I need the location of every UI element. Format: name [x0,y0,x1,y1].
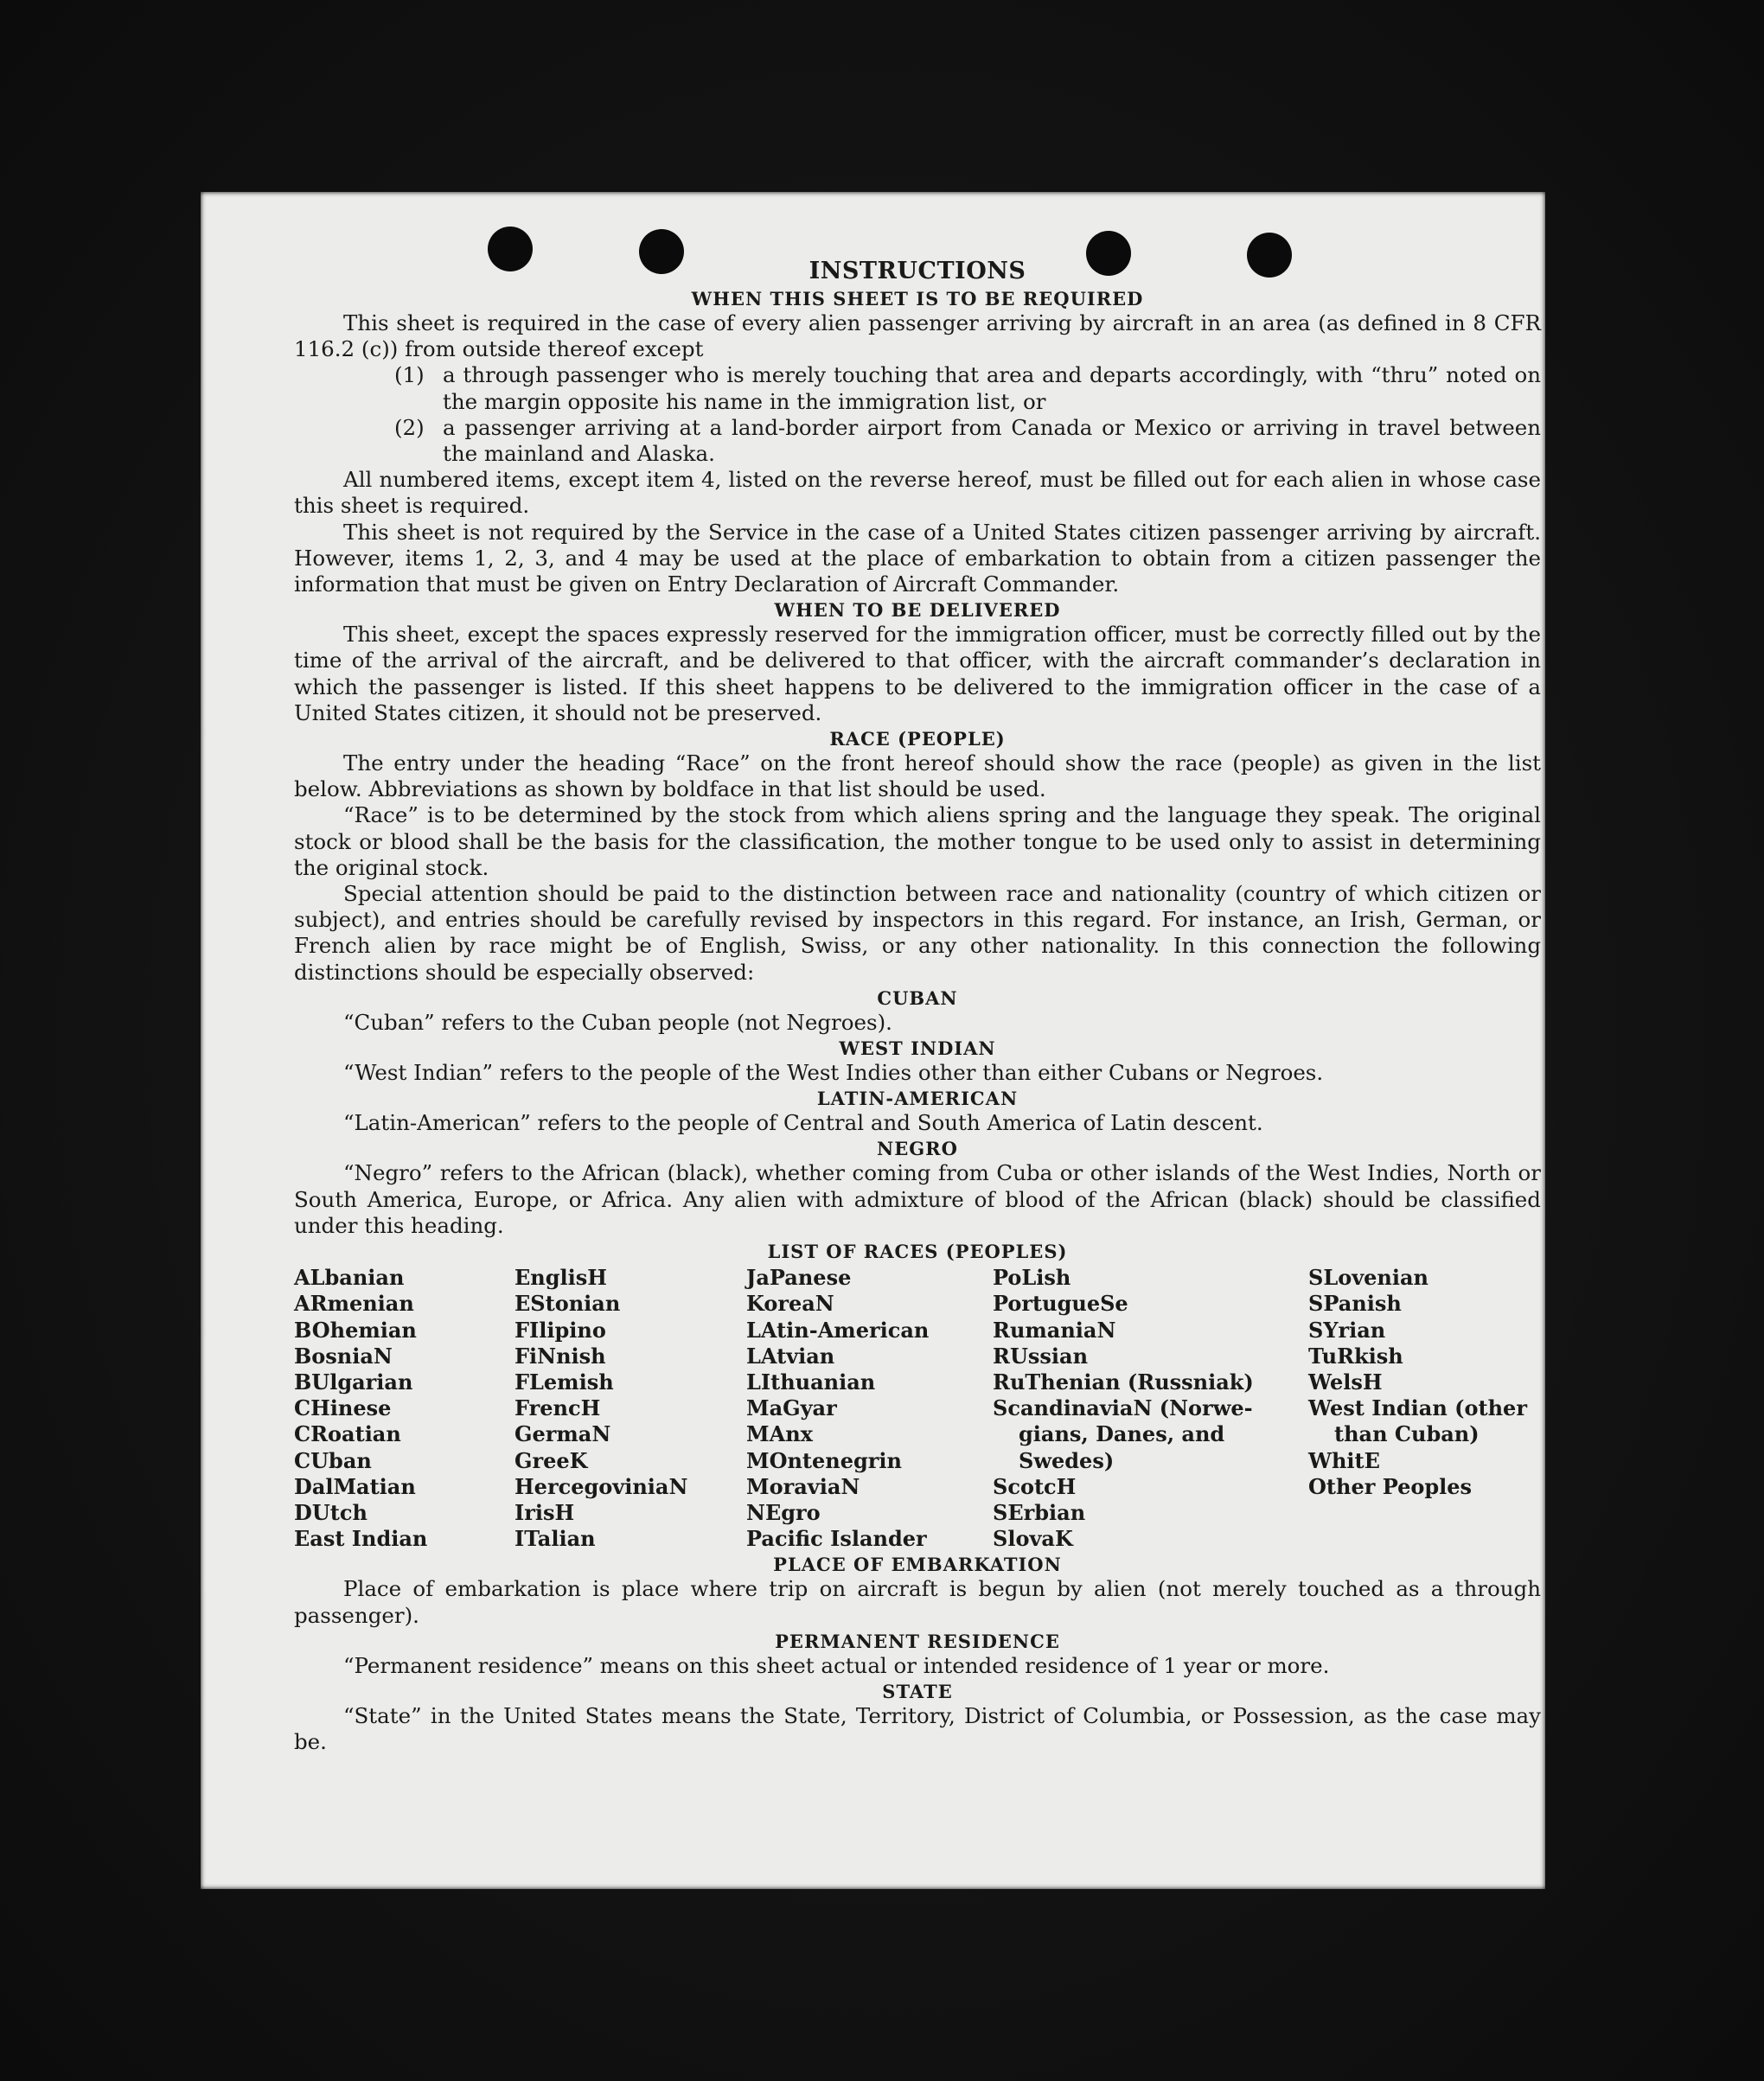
race-entry: WhitE [1308,1447,1380,1473]
paragraph: Special attention should be paid to the distinction between race and nationality (country of which citizen or subject), and entries should be carefully revised by inspectors in this regard. For instance, an Irish, German, or French alien by race might be of English, Swiss, or any other nationality. In this connection the following distinctions should be especially observed: [294,881,1541,985]
race-entry: ALbanian [294,1265,405,1291]
races-column [514,1265,746,1552]
paragraph: This sheet is not required by the Service in the case of a United States citizen passenger arriving by aircraft. However, items 1, 2, 3, and 4 may be used at the place of embarkation to obtain from a citizen passenger the information that must be given on Entry Declaration of Aircraft Commander. [294,519,1541,597]
race-entry: CHinese [294,1395,392,1421]
race-entry: LAtin-American [746,1317,930,1343]
paragraph: “Cuban” refers to the Cuban people (not Negroes). [343,1009,892,1035]
race-entry: RuThenian (Russniak) [993,1369,1254,1395]
race-entry: BOhemian [294,1317,417,1343]
race-entry: KoreaN [746,1291,834,1317]
race-entry: SYrian [1308,1317,1386,1343]
race-entry: MOntenegrin [746,1447,902,1473]
race-entry: MaGyar [746,1395,837,1421]
paragraph: The entry under the heading “Race” on the front hereof should show the race (people) as given in the list below. Abbreviations as shown by boldface in that list should be used. [294,750,1541,802]
race-entry-continued: gians, Danes, and [1019,1421,1225,1447]
race-entry: CRoatian [294,1421,401,1447]
paragraph: This sheet is required in the case of every alien passenger arriving by aircraft in an area (as defined in 8 CFR 116.2 (c)) from outside thereof except [294,310,1541,362]
race-entry: GreeK [514,1447,588,1473]
paragraph: “West Indian” refers to the people of the West Indies other than either Cubans or Negroes. [343,1060,1324,1086]
race-entry: GermaN [514,1421,611,1447]
paragraph: “Latin-American” refers to the people of Central and South America of Latin descent. [343,1110,1263,1136]
item-number: (2) [394,414,425,440]
paragraph: All numbered items, except item 4, listed on the reverse hereof, must be filled out for each alien in whose case this sheet is required. [294,467,1541,519]
race-entry: RUssian [993,1343,1089,1369]
race-entry: BUlgarian [294,1369,413,1395]
paragraph: “Permanent residence” means on this sheet actual or intended residence of 1 year or more. [343,1652,1330,1678]
race-entry: ScotcH [993,1473,1077,1499]
race-entry: ScandinaviaN (Norwe- [993,1395,1253,1421]
race-entry: RumaniaN [993,1317,1116,1343]
heading-permanent-residence: PERMANENT RESIDENCE [775,1630,1060,1652]
race-entry: HercegoviniaN [514,1473,688,1499]
race-entry: ITalian [514,1526,596,1552]
heading-list-of-races: LIST OF RACES (PEOPLES) [767,1241,1068,1263]
race-entry: NEgro [746,1499,821,1525]
heading-when-delivered: WHEN TO BE DELIVERED [774,599,1061,622]
races-column [993,1265,1308,1552]
exception-item-1 [294,362,1541,414]
race-entry: LIthuanian [746,1369,876,1395]
race-entry: Other Peoples [1308,1473,1473,1499]
race-entry: PortugueSe [993,1291,1128,1317]
heading-race: RACE (PEOPLE) [829,728,1006,750]
paragraph: Place of embarkation is place where trip on aircraft is begun by alien (not merely touched as a through passenger). [294,1576,1541,1628]
race-entry: MAnx [746,1421,813,1447]
paragraph: “State” in the United States means the State, Territory, District of Columbia, or Possession, as the case may be. [294,1702,1541,1755]
race-entry: LAtvian [746,1343,835,1369]
races-column [746,1265,993,1552]
races-list [294,1265,1541,1552]
heading-state: STATE [882,1680,953,1702]
race-entry: East Indian [294,1526,428,1552]
item-text: a through passenger who is merely touching that area and departs accordingly, with “thru” noted on the margin opposite his name in the immigration list, or [443,362,1541,414]
race-entry: SErbian [993,1499,1086,1525]
race-entry: FrencH [514,1395,601,1421]
exception-item-2 [294,415,1541,467]
race-entry: FiNnish [514,1343,606,1369]
document-title: INSTRUCTIONS [808,258,1026,284]
race-entry: PoLish [993,1265,1071,1291]
race-entry: SLovenian [1308,1265,1428,1291]
heading-west-indian: WEST INDIAN [839,1037,996,1060]
paragraph: “Race” is to be determined by the stock from which aliens spring and the language they speak. The original stock or blood shall be the basis for the classification, the mother tongue to be used only to assist in determining the original stock. [294,802,1541,880]
races-column [294,1265,514,1552]
race-entry: WelsH [1308,1369,1383,1395]
heading-latin-american: LATIN-AMERICAN [816,1088,1019,1110]
race-entry: FLemish [514,1369,614,1395]
heading-cuban: CUBAN [877,986,958,1009]
race-entry: West Indian (other [1308,1395,1527,1421]
race-entry: MoraviaN [746,1473,860,1499]
race-entry: EnglisH [514,1265,607,1291]
instruction-sheet [201,192,1545,1889]
race-entry: IrisH [514,1499,575,1525]
race-entry: JaPanese [746,1265,852,1291]
races-column [1308,1265,1541,1552]
document-body [294,257,1541,1755]
race-entry: BosniaN [294,1343,393,1369]
paragraph: “Negro” refers to the African (black), whether coming from Cuba or other islands of the West Indies, North or South America, Europe, or Africa. Any alien with admixture of blood of the African (black) should be classified under this heading. [294,1160,1541,1238]
race-entry-continued: Swedes) [1019,1447,1115,1473]
race-entry: EStonian [514,1291,621,1317]
heading-negro: NEGRO [877,1138,958,1160]
heading-embarkation: PLACE OF EMBARKATION [773,1554,1062,1576]
item-text: a passenger arriving at a land-border airport from Canada or Mexico or arriving in travel between the mainland and Alaska. [443,414,1541,467]
heading-when-required: WHEN THIS SHEET IS TO BE REQUIRED [691,288,1144,310]
item-number: (1) [394,362,425,388]
race-entry: ARmenian [294,1291,414,1317]
race-entry: DalMatian [294,1473,416,1499]
race-entry: TuRkish [1308,1343,1403,1369]
paragraph: This sheet, except the spaces expressly reserved for the immigration officer, must be correctly filled out by the time of the arrival of the aircraft, and be delivered to that officer, with the aircraft commander’s declaration in which the passenger is listed. If this sheet happens to be delivered to the immigration officer in the case of a United States citizen, it should not be preserved. [294,622,1541,725]
race-entry: SlovaK [993,1526,1073,1552]
race-entry: CUban [294,1447,372,1473]
race-entry: SPanish [1308,1291,1402,1317]
race-entry: Pacific Islander [746,1526,927,1552]
race-entry: DUtch [294,1499,368,1525]
race-entry: FIlipino [514,1317,606,1343]
race-entry-continued: than Cuban) [1334,1421,1480,1447]
